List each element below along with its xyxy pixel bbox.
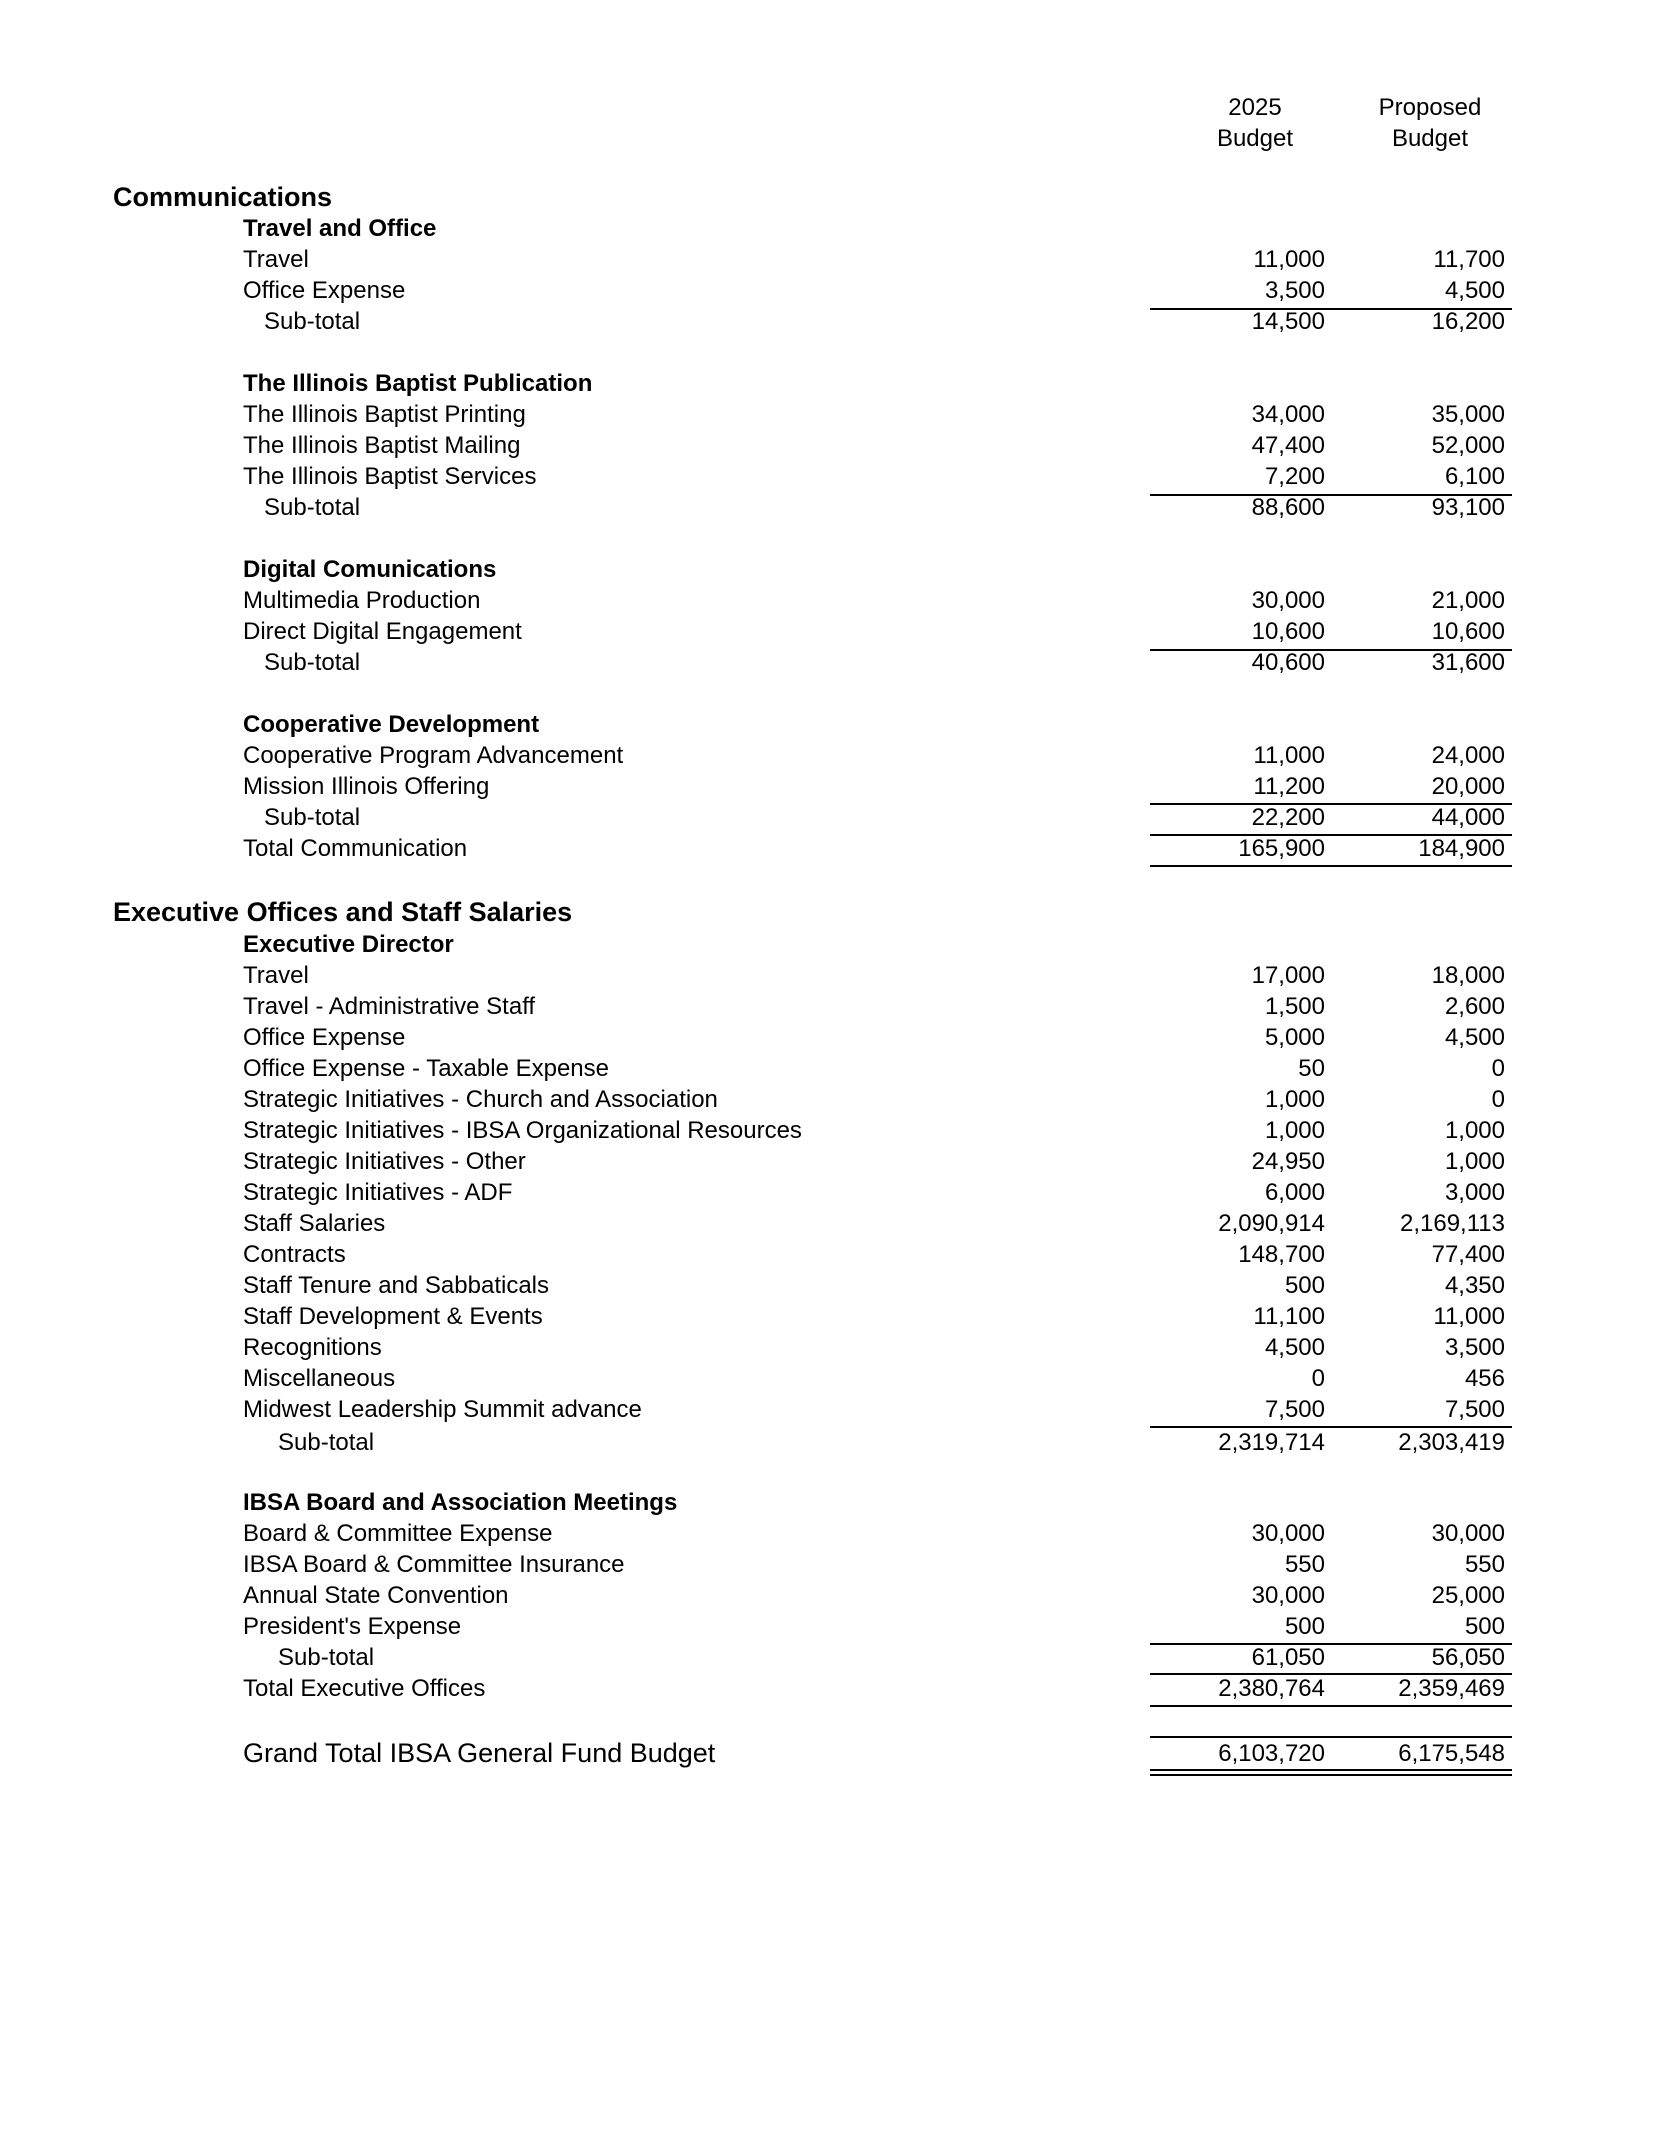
group-heading-row [0,929,1659,960]
subtotal-label: Sub-total [278,1644,375,1671]
grand-total-double-underline-2 [1150,1774,1512,1776]
row-label: Board & Committee Expense [243,1520,553,1547]
table-row [0,1270,1659,1301]
grand-total-row [0,1738,1659,1769]
group-title: The Illinois Baptist Publication [243,370,593,397]
row-label: Cooperative Program Advancement [243,742,624,769]
group-title: Travel and Office [243,215,437,242]
subtotal-row [0,802,1659,833]
value-2025-budget: 5,000 [1264,1024,1325,1051]
grand-total-2025-budget: 6,103,720 [1218,1740,1325,1767]
value-2025-budget: 500 [1284,1613,1325,1640]
value-proposed-budget: 18,000 [1431,962,1505,989]
value-proposed-budget: 20,000 [1431,773,1505,800]
subtotal-row [0,492,1659,523]
row-label: Strategic Initiatives - Other [243,1148,526,1175]
table-row [0,399,1659,430]
row-label: The Illinois Baptist Printing [243,401,526,428]
value-2025-budget: 30,000 [1251,1520,1325,1547]
value-2025-budget: 4,500 [1264,1334,1325,1361]
total-underline [1150,865,1512,867]
row-label: Multimedia Production [243,587,481,614]
group-title: Cooperative Development [243,711,540,738]
value-2025-budget: 11,000 [1253,246,1325,273]
value-proposed-budget: 0 [1491,1055,1505,1082]
value-proposed-budget: 35,000 [1431,401,1505,428]
group-heading-row [0,213,1659,244]
group-heading-row [0,1487,1659,1518]
value-2025-budget: 1,500 [1264,993,1325,1020]
row-label: Miscellaneous [243,1365,396,1392]
value-proposed-budget: 1,000 [1444,1117,1505,1144]
total-row [0,1673,1659,1704]
value-proposed-budget: 24,000 [1431,742,1505,769]
table-row [0,585,1659,616]
total-proposed-budget: 2,359,469 [1398,1675,1505,1702]
row-label: Mission Illinois Offering [243,773,490,800]
subtotal-label: Sub-total [264,804,361,831]
row-label: Travel [243,246,309,273]
grand-total-label: Grand Total IBSA General Fund Budget [243,1738,716,1768]
column-header-line: Budget [1216,125,1294,152]
subtotal-proposed-budget: 56,050 [1431,1644,1505,1671]
table-row [0,960,1659,991]
subtotal-row [0,647,1659,678]
table-row [0,1611,1659,1642]
row-label: Travel [243,962,309,989]
section-heading-row [0,182,1659,213]
group-title: IBSA Board and Association Meetings [243,1489,678,1516]
value-proposed-budget: 0 [1491,1086,1505,1113]
table-row [0,740,1659,771]
row-label: Travel - Administrative Staff [243,993,536,1020]
row-label: Office Expense - Taxable Expense [243,1055,609,1082]
table-row [0,275,1659,306]
value-proposed-budget: 6,100 [1444,463,1505,490]
row-label: Recognitions [243,1334,382,1361]
table-row [0,1053,1659,1084]
row-label: Midwest Leadership Summit advance [243,1396,642,1423]
value-proposed-budget: 77,400 [1431,1241,1505,1268]
value-2025-budget: 34,000 [1251,401,1325,428]
value-2025-budget: 10,600 [1251,618,1325,645]
total-underline [1150,1705,1512,1707]
table-row [0,1022,1659,1053]
value-2025-budget: 7,500 [1264,1396,1325,1423]
row-label: IBSA Board & Committee Insurance [243,1551,625,1578]
value-2025-budget: 1,000 [1264,1117,1325,1144]
value-proposed-budget: 10,600 [1431,618,1505,645]
grand-total-double-underline-1 [1150,1769,1512,1771]
row-label: The Illinois Baptist Mailing [243,432,521,459]
subtotal-2025-budget: 61,050 [1251,1644,1325,1671]
row-label: The Illinois Baptist Services [243,463,537,490]
table-row [0,1518,1659,1549]
table-row [0,1146,1659,1177]
table-row [0,1363,1659,1394]
row-label: Strategic Initiatives - Church and Association [243,1086,718,1113]
subtotal-2025-budget: 2,319,714 [1218,1429,1325,1456]
table-row [0,991,1659,1022]
section-heading-row [0,897,1659,928]
group-title: Executive Director [243,931,454,958]
table-row [0,1301,1659,1332]
value-proposed-budget: 11,000 [1433,1303,1505,1330]
table-row [0,1177,1659,1208]
group-heading-row [0,554,1659,585]
row-label: Annual State Convention [243,1582,509,1609]
value-2025-budget: 1,000 [1264,1086,1325,1113]
subtotal-row [0,306,1659,337]
row-label: Strategic Initiatives - ADF [243,1179,513,1206]
table-row [0,1332,1659,1363]
value-proposed-budget: 11,700 [1433,246,1505,273]
value-2025-budget: 7,200 [1264,463,1325,490]
value-proposed-budget: 52,000 [1431,432,1505,459]
row-label: Contracts [243,1241,346,1268]
total-2025-budget: 165,900 [1238,835,1325,862]
value-proposed-budget: 30,000 [1431,1520,1505,1547]
table-row [0,616,1659,647]
total-label: Total Executive Offices [243,1675,486,1702]
row-label: Staff Development & Events [243,1303,543,1330]
table-row [0,461,1659,492]
row-label: Staff Tenure and Sabbaticals [243,1272,549,1299]
subtotal-2025-budget: 22,200 [1251,804,1325,831]
value-2025-budget: 500 [1284,1272,1325,1299]
value-proposed-budget: 456 [1464,1365,1505,1392]
section-title: Communications [113,182,333,212]
table-row [0,1549,1659,1580]
value-2025-budget: 3,500 [1264,277,1325,304]
group-title: Digital Comunications [243,556,497,583]
subtotal-proposed-budget: 16,200 [1431,308,1505,335]
total-proposed-budget: 184,900 [1418,835,1505,862]
value-2025-budget: 47,400 [1251,432,1325,459]
value-proposed-budget: 500 [1464,1613,1505,1640]
subtotal-2025-budget: 88,600 [1251,494,1325,521]
table-row [0,1580,1659,1611]
row-label: President's Expense [243,1613,462,1640]
row-label: Office Expense [243,277,406,304]
total-2025-budget: 2,380,764 [1218,1675,1325,1702]
subtotal-label: Sub-total [264,649,361,676]
total-row [0,833,1659,864]
value-2025-budget: 30,000 [1251,587,1325,614]
subtotal-label: Sub-total [264,308,361,335]
value-2025-budget: 148,700 [1238,1241,1325,1268]
group-heading-row [0,709,1659,740]
subtotal-2025-budget: 14,500 [1251,308,1325,335]
section-title: Executive Offices and Staff Salaries [113,897,573,927]
subtotal-row [0,1642,1659,1673]
row-label: Direct Digital Engagement [243,618,522,645]
value-2025-budget: 30,000 [1251,1582,1325,1609]
subtotal-proposed-budget: 93,100 [1431,494,1505,521]
value-2025-budget: 24,950 [1251,1148,1325,1175]
column-header-2025-budget [1195,92,1315,154]
value-proposed-budget: 4,500 [1444,1024,1505,1051]
value-2025-budget: 6,000 [1264,1179,1325,1206]
value-proposed-budget: 3,500 [1444,1334,1505,1361]
value-proposed-budget: 2,169,113 [1400,1210,1505,1237]
value-2025-budget: 17,000 [1251,962,1325,989]
row-label: Office Expense [243,1024,406,1051]
subtotal-row [0,1427,1659,1458]
value-2025-budget: 2,090,914 [1218,1210,1325,1237]
table-row [0,1394,1659,1425]
value-proposed-budget: 4,350 [1444,1272,1505,1299]
column-header-line: 2025 [1228,94,1282,121]
value-proposed-budget: 21,000 [1431,587,1505,614]
subtotal-proposed-budget: 2,303,419 [1398,1429,1505,1456]
value-proposed-budget: 1,000 [1444,1148,1505,1175]
table-row [0,1208,1659,1239]
subtotal-proposed-budget: 44,000 [1431,804,1505,831]
row-label: Strategic Initiatives - IBSA Organizational Resources [243,1117,802,1144]
subtotal-label: Sub-total [264,494,361,521]
value-proposed-budget: 7,500 [1444,1396,1505,1423]
table-row [0,244,1659,275]
subtotal-proposed-budget: 31,600 [1431,649,1505,676]
column-header-line: Proposed [1378,94,1482,121]
value-2025-budget: 0 [1311,1365,1325,1392]
group-heading-row [0,368,1659,399]
table-row [0,1084,1659,1115]
value-2025-budget: 550 [1284,1551,1325,1578]
value-proposed-budget: 2,600 [1444,993,1505,1020]
table-row [0,771,1659,802]
subtotal-label: Sub-total [278,1429,375,1456]
table-row [0,430,1659,461]
total-label: Total Communication [243,835,468,862]
grand-total-proposed-budget: 6,175,548 [1398,1740,1505,1767]
value-2025-budget: 11,200 [1253,773,1325,800]
value-2025-budget: 50 [1298,1055,1325,1082]
value-proposed-budget: 4,500 [1444,277,1505,304]
subtotal-2025-budget: 40,600 [1251,649,1325,676]
column-header-proposed-budget [1360,92,1500,154]
value-2025-budget: 11,100 [1253,1303,1325,1330]
value-proposed-budget: 550 [1464,1551,1505,1578]
value-proposed-budget: 3,000 [1444,1179,1505,1206]
row-label: Staff Salaries [243,1210,386,1237]
value-2025-budget: 11,000 [1253,742,1325,769]
value-proposed-budget: 25,000 [1431,1582,1505,1609]
table-row [0,1239,1659,1270]
table-row [0,1115,1659,1146]
column-header-line: Budget [1391,125,1469,152]
